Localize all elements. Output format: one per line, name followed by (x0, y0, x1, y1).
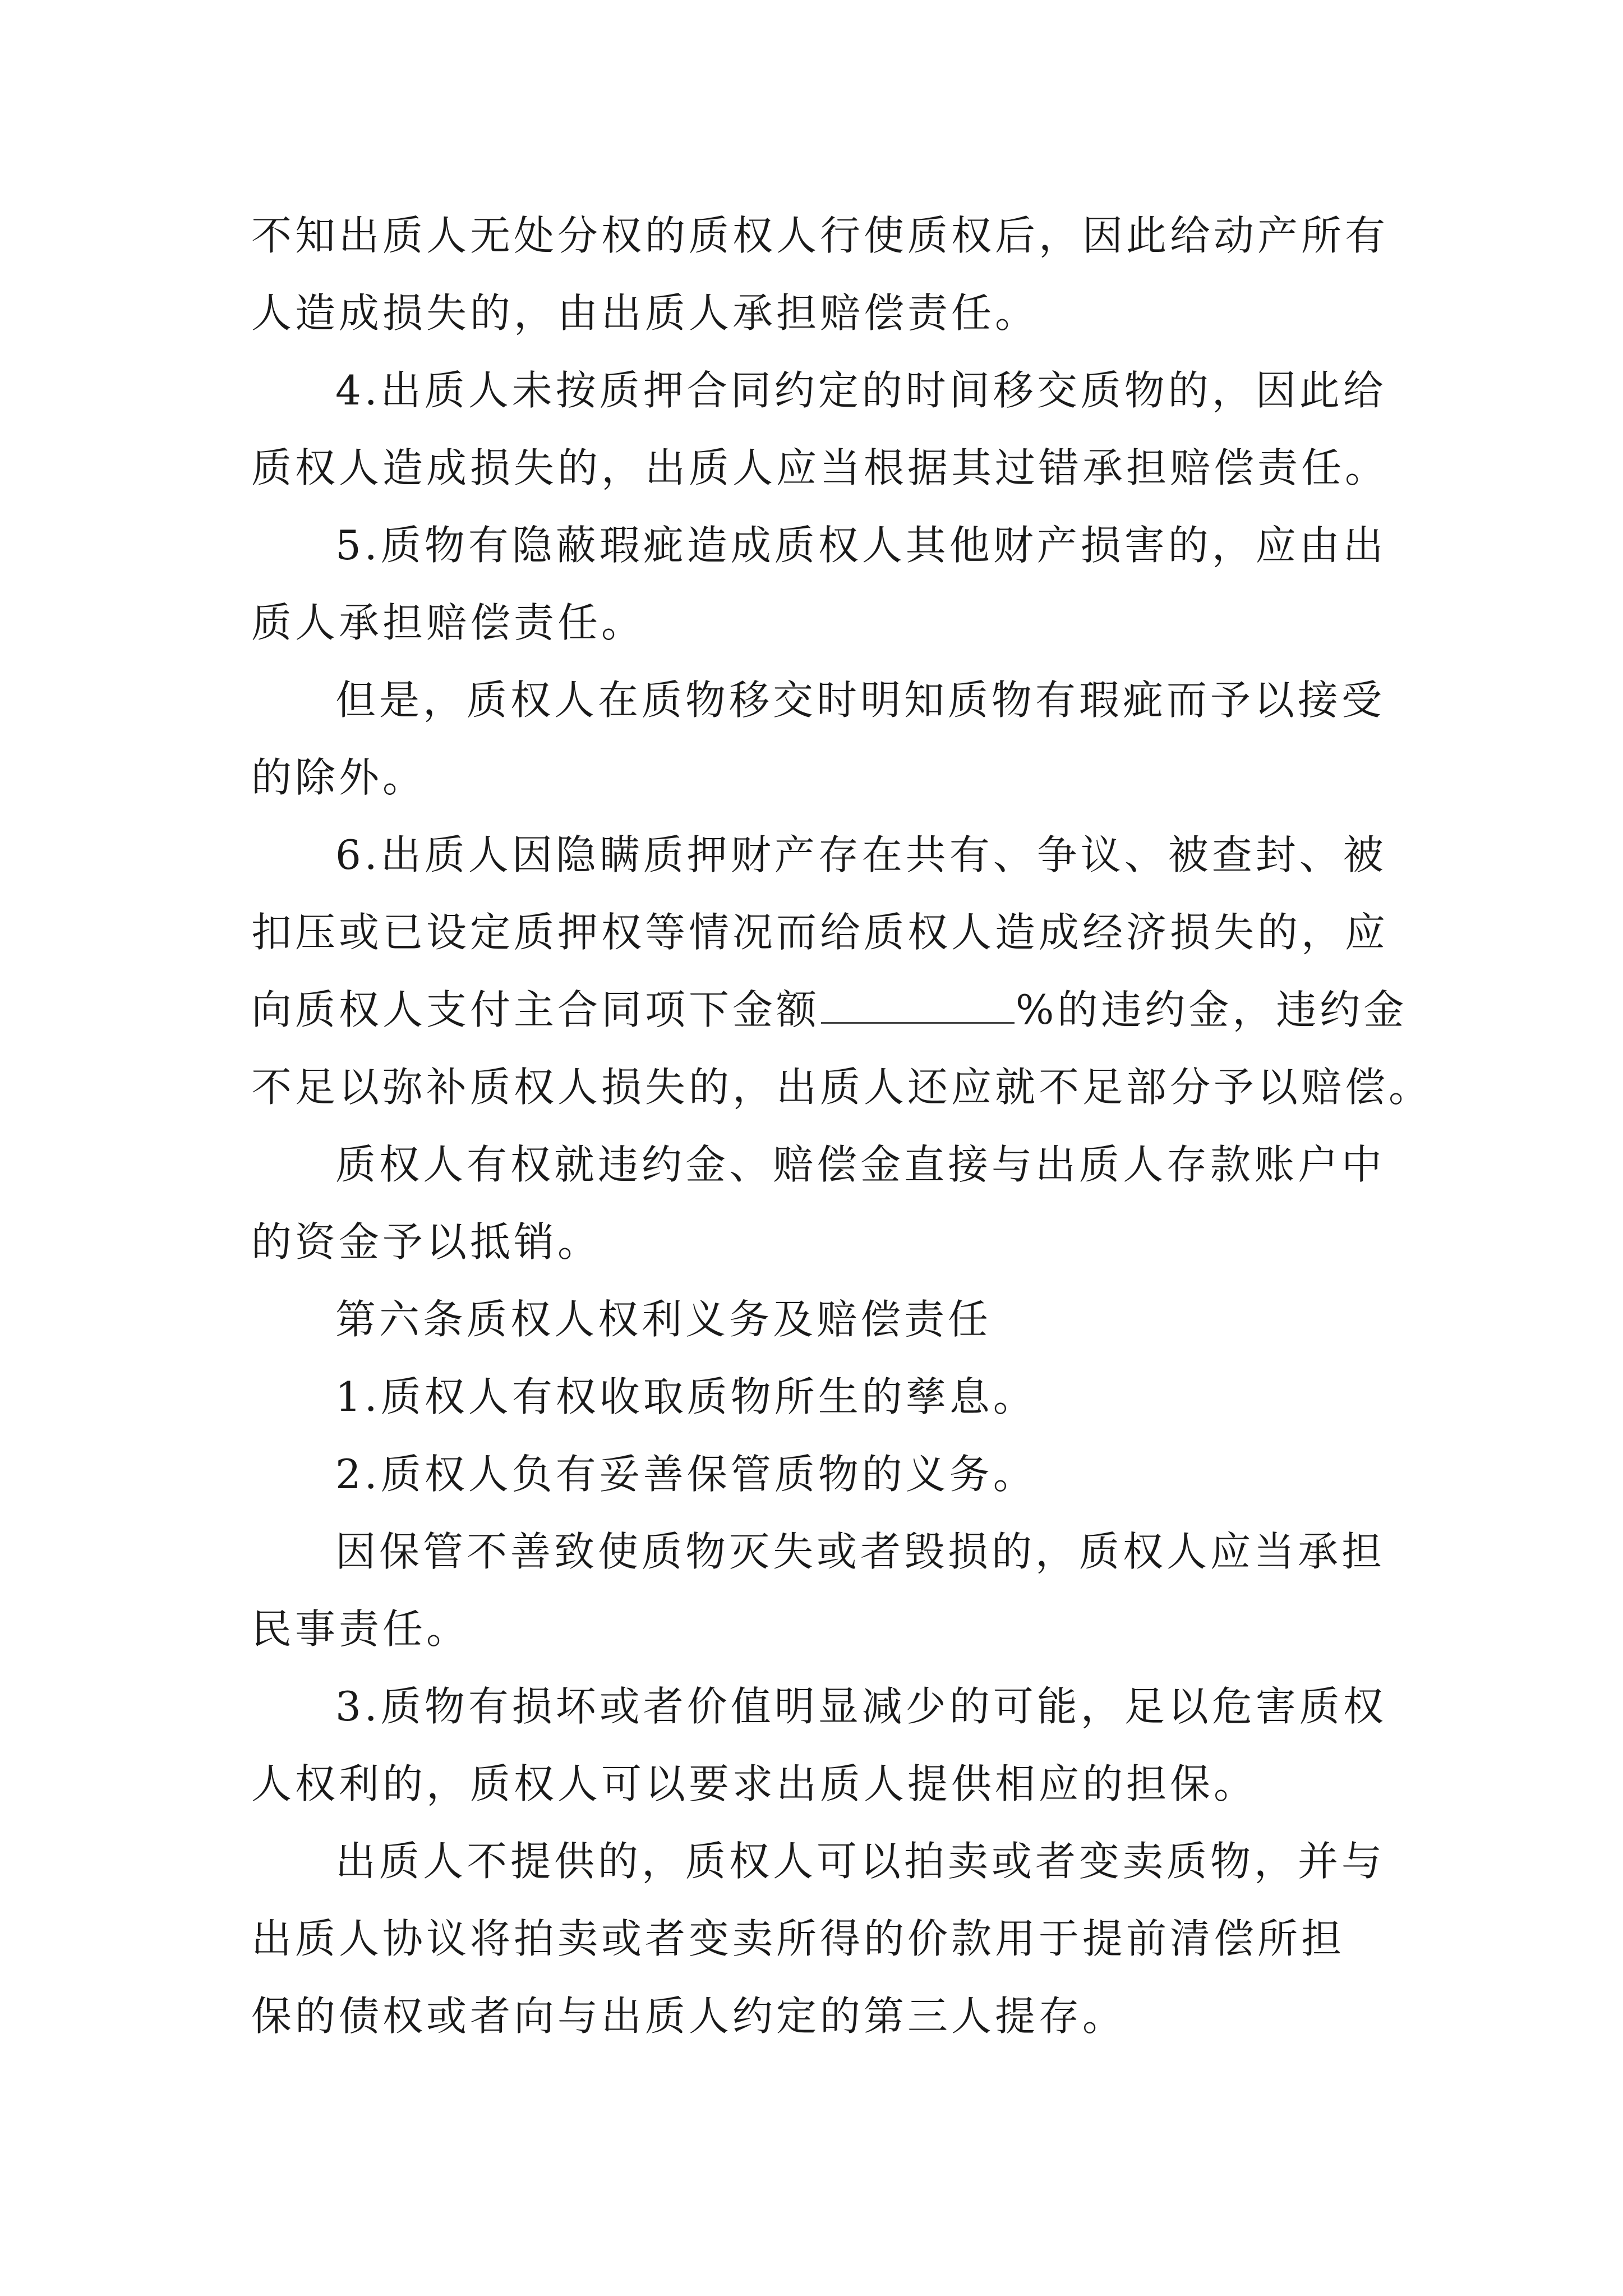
text-line: 出质人不提供的，质权人可以拍卖或者变卖质物，并与 (335, 1838, 1386, 1885)
text-line: 2.质权人负有妥善保管质物的义务。 (335, 1451, 1037, 1498)
text-line: 但是，质权人在质物移交时明知质物有瑕疵而予以接受 (335, 677, 1386, 724)
text-line: 质人承担赔偿责任。 (251, 599, 645, 646)
text-line: 的资金予以抵销。 (251, 1218, 602, 1266)
text-line: 人权利的，质权人可以要求出质人提供相应的担保。 (251, 1760, 1258, 1807)
text-line: 出质人协议将拍卖或者变卖所得的价款用于提前清偿所担 (251, 1915, 1345, 1962)
text-line: 4.出质人未按质押合同约定的时间移交质物的，因此给 (335, 367, 1387, 414)
text-line: 3.质物有损坏或者价值明显减少的可能，足以危害质权 (335, 1683, 1387, 1730)
article-heading: 第六条质权人权利义务及赔偿责任 (335, 1296, 992, 1343)
text-segment: 向质权人支付主合同项下金额 (251, 986, 820, 1033)
text-line: 质权人有权就违约金、赔偿金直接与出质人存款账户中 (335, 1141, 1386, 1188)
text-line: 5.质物有隐蔽瑕疵造成质权人其他财产损害的，应由出 (335, 522, 1387, 569)
text-line: 因保管不善致使质物灭失或者毁损的，质权人应当承担 (335, 1528, 1386, 1575)
text-line: 保的债权或者向与出质人约定的第三人提存。 (251, 1993, 1127, 2040)
text-line: 1.质权人有权收取质物所生的孳息。 (335, 1373, 1037, 1420)
text-line: 的除外。 (251, 754, 427, 801)
text-segment: %的违约金，违约金 (1016, 986, 1408, 1033)
fill-in-blank (821, 988, 1015, 1024)
text-line: 质权人造成损失的，出质人应当根据其过错承担赔偿责任。 (251, 444, 1389, 491)
text-line: 不足以弥补质权人损失的，出质人还应就不足部分予以赔偿。 (251, 1064, 1433, 1111)
text-line: 扣压或已设定质押权等情况而给质权人造成经济损失的，应 (251, 909, 1389, 956)
text-line: 人造成损失的，由出质人承担赔偿责任。 (251, 289, 1039, 337)
text-line: 民事责任。 (251, 1605, 471, 1653)
text-line: 不知出质人无处分权的质权人行使质权后，因此给动产所有 (251, 212, 1389, 259)
text-line: 6.出质人因隐瞒质押财产存在共有、争议、被查封、被 (335, 831, 1387, 878)
text-line-with-blank (251, 982, 1407, 1038)
